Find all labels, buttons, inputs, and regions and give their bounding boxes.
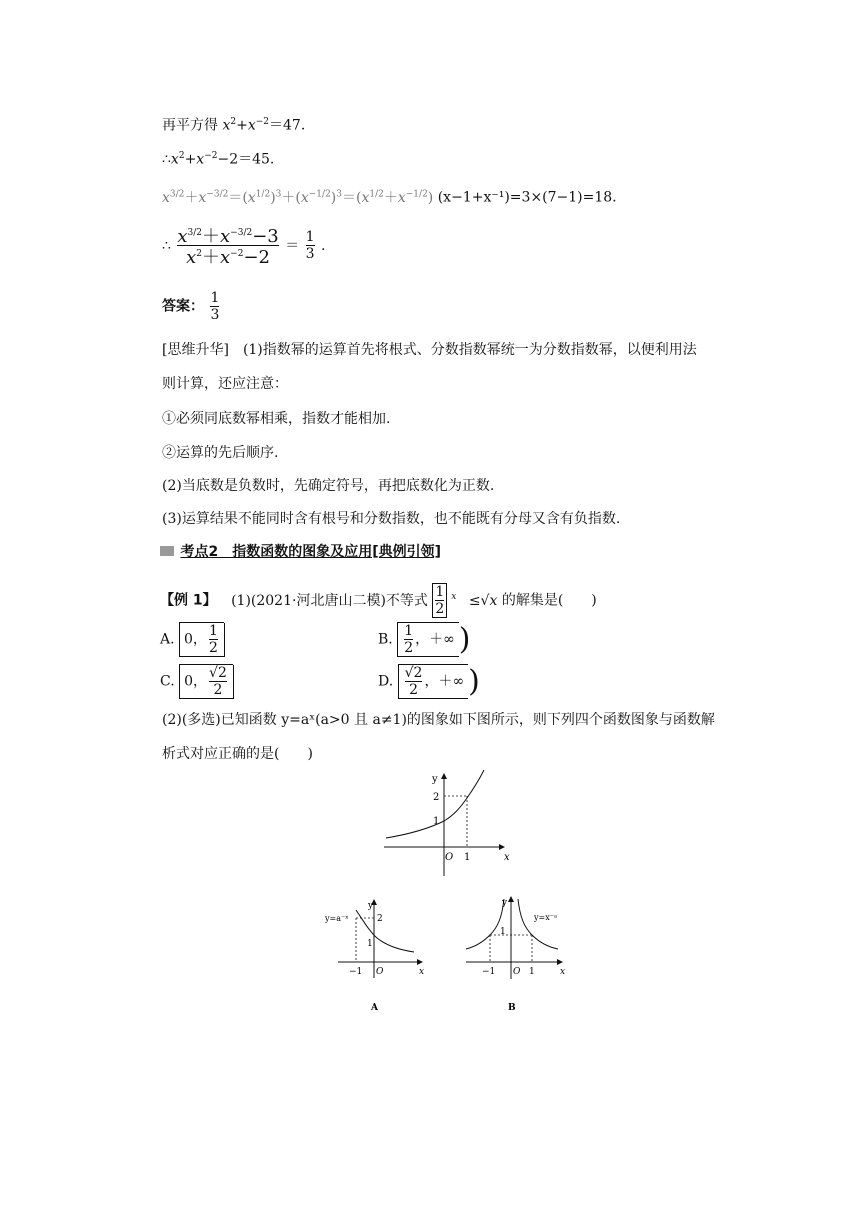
tip-item-1: ①必须同底数幂相乘，指数才能相加. (162, 411, 391, 427)
question-2-line-2: 析式对应正确的是( ) (162, 746, 313, 762)
svg-text:x: x (560, 967, 566, 977)
section-heading: 考点2 指数函数的图象及应用[典例引领] (160, 542, 441, 562)
curve-b-right (518, 899, 558, 949)
svg-text:2: 2 (377, 914, 383, 924)
svg-text:O: O (513, 967, 521, 977)
main-exponential-graph (380, 768, 520, 880)
svg-text:2: 2 (433, 792, 440, 803)
formula-cube-expansion: $x^{3/2}+x^{-3/2}=(x^{1/2})^3+(x^{-1/2})^3=(x^{1/2}+x^{-1/2})$ (x−1+x⁻¹)=3×(7−1)=18. (162, 189, 617, 206)
graph-option-b (462, 893, 574, 1017)
svg-text:1: 1 (367, 939, 373, 949)
curve-a-power-neg-x (356, 910, 414, 952)
svg-text:O: O (376, 967, 384, 977)
line-therefore-45: $\therefore x^2+x^{-2}-2=45$. (162, 151, 275, 168)
svg-text:x: x (504, 852, 510, 863)
tip-line-2: 则计算，还应注意： (162, 376, 288, 392)
section-marker-icon (160, 546, 174, 556)
example-1-line: 【例 1】 (1)(2021·河北唐山二模)不等式 $\frac{1}{2}$ $^x$ ≤√x 的解集是( ) (160, 584, 597, 617)
svg-text:y: y (368, 901, 374, 911)
caption-b: B (508, 1003, 516, 1013)
tip-item-4: (3)运算结果不能同时含有根号和分数指数，也不能既有分母又含有负指数. (162, 511, 621, 527)
answer-line: 答案： $\frac{1}{3}$ (162, 290, 220, 323)
svg-text:y: y (502, 898, 508, 908)
svg-text:1: 1 (529, 967, 535, 977)
formula-final-fraction: ∴ $\frac{x^{3/2}+x^{-3/2}-3}{x^2+x^{-2}-2}$ ＝ $\frac{1}{3}$ . (162, 226, 326, 268)
question-2-line-1: (2)(多选)已知函数 y=aˣ(a>0 且 a≠1)的图象如下图所示，则下列四个函数图象与函数解 (162, 712, 715, 728)
svg-text:y=x⁻ᵃ: y=x⁻ᵃ (534, 913, 558, 922)
svg-text:1: 1 (500, 927, 506, 937)
tip-item-2: ②运算的先后顺序. (162, 445, 279, 461)
graph-option-a (322, 896, 432, 1016)
curve-b-left (466, 899, 504, 949)
option-d[interactable]: D. $\frac{√2}{2}$ ，＋∞ ) (378, 663, 480, 699)
svg-text:O: O (445, 852, 454, 863)
caption-a: A (371, 1003, 378, 1013)
svg-text:−1: −1 (349, 967, 363, 977)
svg-text:1: 1 (464, 852, 471, 863)
tip-line-1: [思维升华] (1)指数幂的运算首先将根式、分数指数幂统一为分数指数幂，以便利用法 (162, 342, 697, 358)
option-b[interactable]: B. $\frac{1}{2}$ ，＋∞ ) (378, 621, 471, 657)
svg-text:−1: −1 (482, 967, 496, 977)
option-a[interactable]: A. 0， $\frac{1}{2}$ (160, 622, 225, 656)
svg-text:x: x (419, 967, 425, 977)
svg-text:1: 1 (433, 816, 440, 827)
y-label: y (432, 774, 438, 785)
svg-text:y=a⁻ˣ: y=a⁻ˣ (325, 914, 349, 923)
option-c[interactable]: C. 0， $\frac{√2}{2}$ (160, 664, 234, 698)
line-square-result: 再平方得 $x^2+x^{-2}=47$. (162, 117, 306, 134)
tip-item-3: (2)当底数是负数时，先确定符号，再把底数化为正数. (162, 478, 495, 494)
